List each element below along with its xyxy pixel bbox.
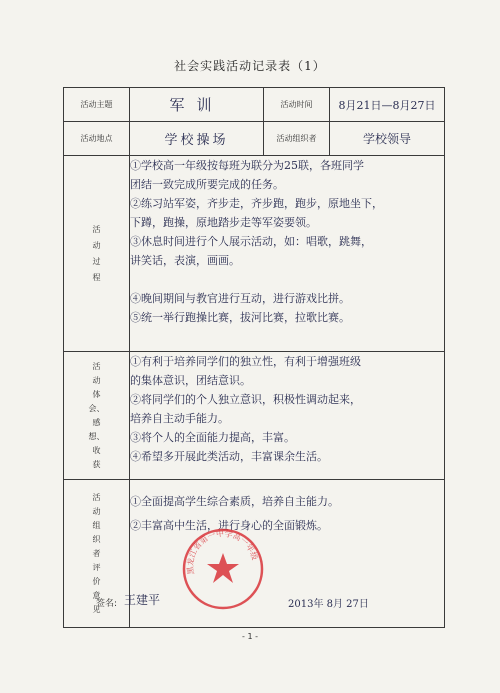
- process-label-char: 动: [92, 240, 101, 250]
- seal-text: 黑龙江省第一中学高一年级: [185, 529, 260, 575]
- organizer-value: 学校领导: [330, 122, 445, 156]
- place-value: 学校操场: [130, 122, 264, 156]
- theme-row: [64, 88, 445, 122]
- process-line: [130, 270, 444, 289]
- experience-label-char: 会、: [88, 403, 105, 413]
- experience-content: [130, 352, 445, 480]
- process-label-char: 程: [92, 272, 101, 282]
- evaluation-label-char: 意: [92, 590, 101, 600]
- experience-line: ①有利于培养同学们的独立性，有利于增强班级: [130, 355, 361, 368]
- theme-value: 军训: [130, 88, 264, 122]
- process-label: [64, 156, 130, 352]
- evaluation-label-char: 组: [92, 520, 101, 530]
- process-line: ③休息时间进行个人展示活动，如：唱歌，跳舞，: [130, 235, 372, 248]
- evaluation-label-char: 活: [92, 492, 101, 502]
- theme-label: 活动主题: [64, 88, 130, 122]
- place-label: 活动地点: [64, 122, 130, 156]
- evaluation-label-char: 见: [92, 604, 101, 614]
- evaluation-label-char: 织: [92, 534, 101, 544]
- experience-label-char: 体: [92, 389, 101, 399]
- page-number: - 1 -: [242, 632, 258, 641]
- page-title: 社会实践活动记录表（1）: [174, 59, 326, 73]
- process-line: 讲笑话，表演，画画。: [130, 254, 240, 267]
- experience-row: [64, 352, 445, 480]
- experience-label-char: 想、: [88, 431, 105, 441]
- experience-line: 培养自主动手能力。: [130, 412, 229, 425]
- process-label-char: 过: [92, 256, 101, 266]
- experience-line: ②将同学们的个人独立意识，积极性调动起来，: [130, 393, 361, 406]
- evaluation-content: [130, 480, 445, 628]
- evaluation-line: ②丰富高中生活，进行身心的全面锻炼。: [130, 519, 328, 532]
- process-line: ②练习站军姿，齐步走，齐步跑，跑步，原地坐下，: [130, 197, 383, 210]
- experience-line: ③将个人的全面能力提高，丰富。: [130, 431, 295, 444]
- official-seal: [180, 526, 266, 612]
- experience-label-char: 获: [92, 459, 101, 469]
- organizer-label: 活动组织者: [264, 122, 330, 156]
- process-label-char: 活: [92, 224, 101, 234]
- evaluation-label-char: 价: [92, 576, 101, 586]
- process-line: ①学校高一年级按每班为联分为25联，各班同学: [130, 159, 364, 172]
- place-row: [64, 122, 445, 156]
- experience-line: ④希望多开展此类活动，丰富课余生活。: [130, 450, 328, 463]
- evaluation-line: ①全面提高学生综合素质，培养自主能力。: [130, 495, 339, 508]
- time-label: 活动时间: [264, 88, 330, 122]
- sign-date: 2013年 8月 27日: [288, 599, 369, 610]
- experience-label: [64, 352, 130, 480]
- process-line: ④晚间期间与教官进行互动，进行游戏比拼。: [130, 292, 350, 305]
- experience-label-char: 感: [92, 417, 101, 427]
- evaluation-label-char: 动: [92, 506, 101, 516]
- experience-line: 的集体意识，团结意识。: [130, 374, 251, 387]
- process-row: [64, 156, 445, 352]
- evaluation-label-char: 者: [92, 548, 101, 558]
- sign-name: 王建平: [124, 593, 161, 607]
- experience-label-char: 动: [92, 375, 101, 385]
- process-line: ⑤统一举行跑操比赛，拔河比赛，拉歌比赛。: [130, 311, 350, 324]
- experience-label-char: 收: [92, 445, 101, 455]
- process-line: 下蹲，跑操，原地踏步走等军姿要领。: [130, 216, 317, 229]
- sign-label: 签名:: [96, 599, 118, 609]
- experience-label-char: 活: [92, 361, 101, 371]
- time-value: 8月21日—8月27日: [330, 88, 445, 122]
- process-content: [130, 156, 445, 352]
- process-line: 团结一致完成所要完成的任务。: [130, 178, 284, 191]
- evaluation-label-char: 评: [92, 562, 101, 572]
